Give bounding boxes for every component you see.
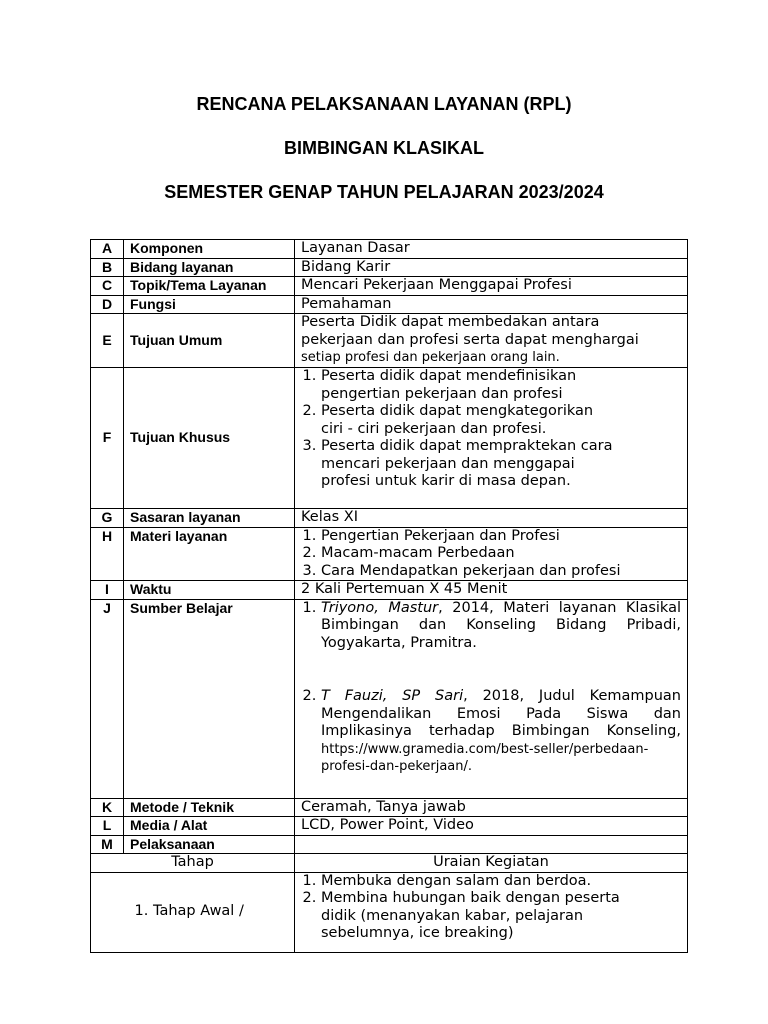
- table-row: [91, 277, 688, 296]
- table-row: [91, 295, 688, 314]
- ref-text: , 2014, Materi layanan Klasikal Bimbingan dan Konseling Bidang Pribadi, Yogyakarta, Pramitra.: [321, 599, 681, 651]
- row-label: Metode / Teknik: [124, 798, 295, 817]
- row-value: Bidang Karir: [295, 258, 688, 277]
- tahap-awal-cell: [91, 872, 295, 952]
- tahap-header: Tahap: [91, 854, 295, 873]
- list-item: 3. Cara Mendapatkan pekerjaan dan profesi: [321, 563, 681, 581]
- row-key: D: [91, 295, 124, 314]
- row-key: F: [91, 368, 124, 509]
- list-item: 2. Membina hubungan baik dengan peserta didik (menanyakan kabar, pelajaran sebelumnya, ice breaking): [321, 890, 637, 943]
- row-value: Layanan Dasar: [295, 240, 688, 259]
- ref-text: , 2018, Judul Kemampuan Mengendalikan Emosi Pada Siswa dan Implikasinya terhadap Bimbingan Konseling,: [321, 688, 681, 739]
- row-value: [295, 368, 688, 509]
- table-row: [91, 314, 688, 368]
- row-key: C: [91, 277, 124, 296]
- row-label: Fungsi: [124, 295, 295, 314]
- tahap-list: [97, 903, 288, 921]
- row-key: K: [91, 798, 124, 817]
- table-row: [91, 581, 688, 600]
- ref-url: https://www.gramedia.com/best-seller/perbedaan-profesi-dan-pekerjaan/.: [321, 741, 649, 774]
- row-label: Tujuan Khusus: [124, 368, 295, 509]
- row-value: 2 Kali Pertemuan X 45 Menit: [295, 581, 688, 600]
- title-line-2: BIMBINGAN KLASIKAL: [284, 138, 484, 158]
- row-key: E: [91, 314, 124, 368]
- tahap-awal-label: 1. Tahap Awal /: [153, 903, 253, 921]
- title-line-3: SEMESTER GENAP TAHUN PELAJARAN 2023/2024: [164, 182, 604, 202]
- row-value: Mencari Pekerjaan Menggapai Profesi: [295, 277, 688, 296]
- row-key: I: [91, 581, 124, 600]
- row-label: Waktu: [124, 581, 295, 600]
- row-value: LCD, Power Point, Video: [295, 817, 688, 836]
- ref-author: T Fauzi, SP Sari: [321, 688, 464, 704]
- tujuan-umum-line: pekerjaan dan profesi serta dapat menghargai: [301, 331, 639, 348]
- row-value: Ceramah, Tanya jawab: [295, 798, 688, 817]
- row-key: L: [91, 817, 124, 836]
- uraian-kegiatan-cell: [295, 872, 688, 952]
- table-row: [91, 599, 688, 798]
- table-row: [91, 835, 688, 854]
- list-item: 2. Macam-macam Perbedaan: [321, 545, 681, 563]
- row-label: Sumber Belajar: [124, 599, 295, 798]
- table-row: [91, 240, 688, 259]
- row-label: Pelaksanaan: [124, 835, 295, 854]
- uraian-header: Uraian Kegiatan: [295, 854, 688, 873]
- list-item: 1. Pengertian Pekerjaan dan Profesi: [321, 528, 681, 546]
- row-label: Sasaran layanan: [124, 509, 295, 528]
- table-row: [91, 368, 688, 509]
- ref-author: Triyono, Mastur: [321, 599, 439, 616]
- uraian-list: [301, 873, 637, 943]
- table-row: [91, 798, 688, 817]
- title-line-1: RENCANA PELAKSANAAN LAYANAN (RPL): [196, 94, 572, 114]
- table-row: [91, 817, 688, 836]
- tujuan-umum-line: Peserta Didik dapat membedakan antara: [301, 314, 600, 330]
- row-key: G: [91, 509, 124, 528]
- row-value: Kelas XI: [295, 509, 688, 528]
- row-label: Bidang layanan: [124, 258, 295, 277]
- row-key: J: [91, 599, 124, 798]
- list-item: 3. Peserta didik dapat mempraktekan cara mencari pekerjaan dan menggapai profesi untuk karir di masa depan.: [321, 438, 617, 491]
- row-value: [295, 835, 688, 854]
- row-label: Tujuan Umum: [124, 314, 295, 368]
- tujuan-umum-line: setiap profesi dan pekerjaan orang lain.: [301, 350, 560, 365]
- list-item: 1. Peserta didik dapat mendefinisikan pengertian pekerjaan dan profesi: [321, 368, 617, 403]
- row-key: B: [91, 258, 124, 277]
- row-label: Komponen: [124, 240, 295, 259]
- table-row: [91, 509, 688, 528]
- table-row: [91, 854, 688, 873]
- table-row: [91, 258, 688, 277]
- row-key: H: [91, 527, 124, 581]
- row-label: Topik/Tema Layanan: [124, 277, 295, 296]
- row-value: [295, 599, 688, 798]
- row-key: A: [91, 240, 124, 259]
- row-value: [295, 527, 688, 581]
- list-item: 1. Membuka dengan salam dan berdoa.: [321, 873, 637, 891]
- table-row: [91, 872, 688, 952]
- row-label: Materi layanan: [124, 527, 295, 581]
- row-value: Pemahaman: [295, 295, 688, 314]
- materi-list: [301, 528, 681, 581]
- tujuan-khusus-list: [301, 368, 617, 491]
- sumber-list: [301, 600, 681, 776]
- rpl-table: [90, 239, 688, 953]
- list-item: [321, 688, 681, 776]
- row-key: M: [91, 835, 124, 854]
- row-label: Media / Alat: [124, 817, 295, 836]
- table-row: [91, 527, 688, 581]
- row-value: [295, 314, 688, 368]
- list-item: 2. Peserta didik dapat mengkategorikan ciri - ciri pekerjaan dan profesi.: [321, 403, 617, 438]
- list-item: [321, 600, 681, 653]
